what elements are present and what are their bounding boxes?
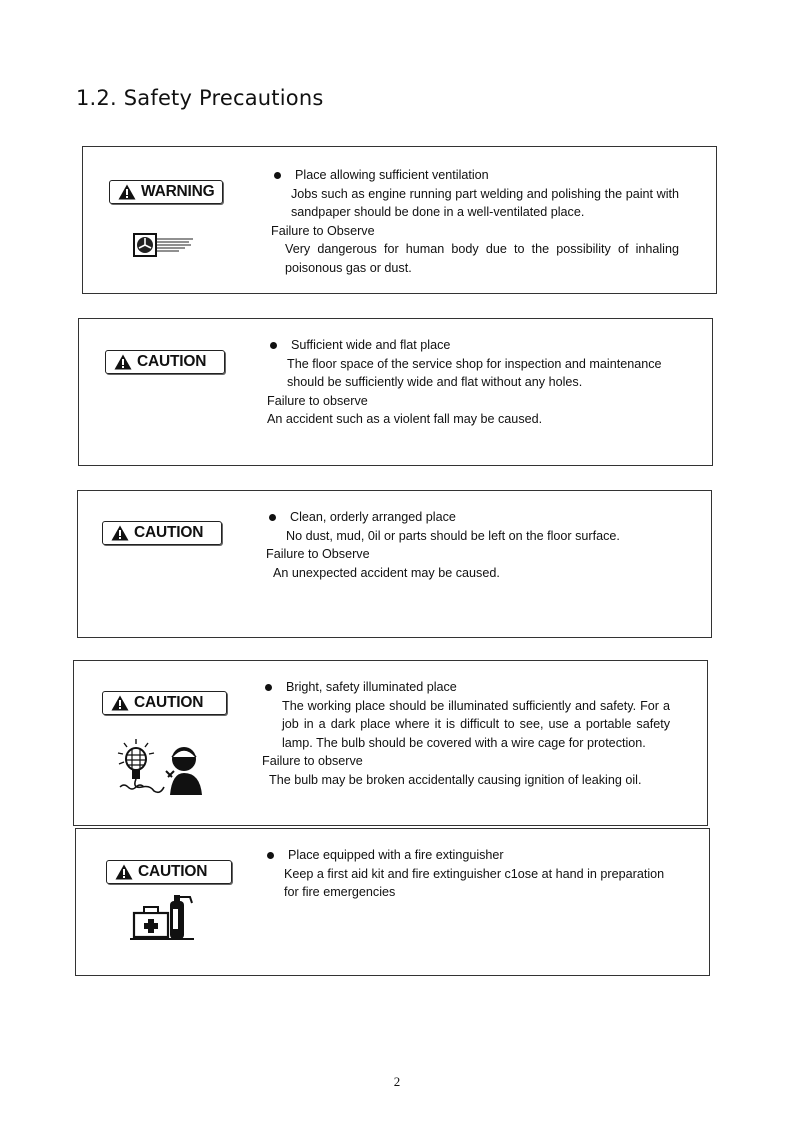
bullet-icon: [274, 172, 281, 179]
failure-text: An unexpected accident may be caused.: [273, 565, 500, 580]
caution-label: [102, 691, 227, 715]
page-number: 2: [393, 1074, 401, 1089]
caution-label-text: CAUTION: [134, 694, 204, 711]
precaution-box-ventilation: [82, 146, 717, 294]
failure-text: An accident such as a violent fall may be caused.: [267, 412, 543, 427]
failure-heading: Failure to observe: [262, 754, 363, 769]
failure-heading: Failure to observe: [267, 393, 368, 408]
warning-label: [109, 180, 223, 204]
caution-label-text: CAUTION: [137, 353, 207, 370]
precaution-description: The floor space of the service shop for inspection and maintenance should be sufficiently wide and flat without any holes.: [287, 356, 662, 390]
bullet-icon: [270, 342, 277, 349]
precaution-text: [267, 336, 679, 429]
precaution-description: The working place should be illuminated sufficiently and safety. For a job in a dark place where it is difficult to see, use a portable safety lamp. The bulb should be covered with a wire cage for protection.: [282, 698, 670, 750]
precaution-description: No dust, mud, 0il or parts should be left on the floor surface.: [286, 528, 620, 543]
worker-with-safety-lamp-icon: [114, 737, 206, 797]
precaution-description: Jobs such as engine running part welding and polishing the paint with sandpaper should be done in a well-ventilated place.: [291, 186, 679, 220]
precaution-heading: [267, 336, 679, 355]
heading-text: Place equipped with a fire extinguisher: [288, 848, 504, 862]
warning-triangle-icon: [115, 864, 133, 880]
failure-heading: Failure to Observe: [271, 223, 375, 238]
precaution-heading: [266, 508, 678, 527]
warning-triangle-icon: [111, 695, 129, 711]
precaution-box-floor: [78, 318, 713, 466]
warning-label-text: WARNING: [141, 183, 215, 200]
failure-text: Very dangerous for human body due to the possibility of inhaling poisonous gas or dust.: [285, 242, 679, 275]
heading-text: Bright, safety illuminated place: [286, 680, 457, 694]
caution-label: [102, 521, 222, 545]
precaution-box-fire-extinguisher: [75, 828, 710, 976]
precaution-description: Keep a first aid kit and fire extinguisher c1ose at hand in preparation for fire emergencies: [284, 866, 665, 900]
warning-triangle-icon: [114, 354, 132, 370]
warning-triangle-icon: [118, 184, 136, 200]
heading-text: Place allowing sufficient ventilation: [295, 168, 489, 182]
ventilation-fan-icon: [131, 230, 195, 264]
first-aid-kit-and-extinguisher-icon: [130, 893, 196, 943]
precaution-text: [266, 508, 678, 582]
precaution-text: [264, 846, 676, 902]
page-title: 1.2. Safety Precautions: [76, 86, 324, 110]
bullet-icon: [265, 684, 272, 691]
precaution-box-lighting: [73, 660, 708, 826]
caution-label: [106, 860, 232, 884]
heading-text: Clean, orderly arranged place: [290, 510, 456, 524]
precaution-text: [262, 678, 670, 790]
caution-label-text: CAUTION: [134, 524, 204, 541]
bullet-icon: [269, 514, 276, 521]
heading-text: Sufficient wide and flat place: [291, 338, 451, 352]
precaution-box-clean: [77, 490, 712, 638]
precaution-heading: [264, 846, 676, 865]
bullet-icon: [267, 852, 274, 859]
warning-triangle-icon: [111, 525, 129, 541]
precaution-heading: [271, 166, 679, 185]
failure-heading: Failure to Observe: [266, 547, 370, 562]
precaution-text: [271, 166, 679, 278]
caution-label: [105, 350, 225, 374]
failure-text: The bulb may be broken accidentally causing ignition of leaking oil.: [269, 772, 642, 787]
caution-label-text: CAUTION: [138, 863, 208, 880]
precaution-heading: [262, 678, 670, 697]
